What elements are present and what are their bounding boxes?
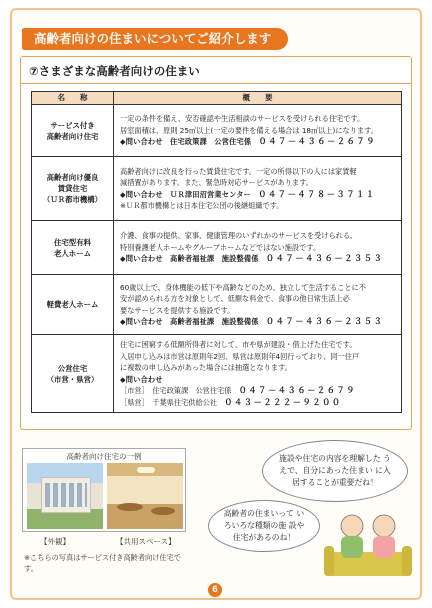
contact-label: ◆問い合わせ 住宅政策課 公営住宅係 [120,137,252,147]
sub-contact-label: ［市営］ 住宅政策課 公営住宅係 [120,386,232,395]
contact-label: ◆問い合わせ 高齢者福祉課 施設整備係 [120,317,259,326]
table-row [32,157,402,221]
row-description: 60歳以上で、身体機能の低下や高齢などのため、独立して生活することに不 安が認められる方を対象として、低額な料金で、食事の他日常生活上必 要なサービスを提供する施設です。 ◆問い合わせ 高齢者福祉課 施設整備係 ０４７－４３６－２３５３ [114,275,402,335]
row-footnote: ※ＵＲ都市機構とは日本住宅公団の後継組織です。 [120,201,284,210]
row-name: サービス付き 高齢者向け住宅 [32,105,114,157]
table-row [32,105,402,157]
table-header-row [32,92,402,105]
exterior-label: 【外観】 [40,537,70,546]
page-number: 6 [208,583,222,597]
row-name: 公営住宅 （市営・県営） [32,335,114,413]
row-name: 住宅型有料 老人ホーム [32,221,114,275]
contact-label: ◆問い合わせ ＵＲ津田沼営業センター [120,189,252,199]
table-row [32,221,402,275]
table-row [32,335,402,413]
row-name: 軽費老人ホーム [32,275,114,335]
exterior-photo [27,463,103,529]
sub-contact-label: ［県営］ 千葉県住宅供給公社 [120,397,218,407]
contact-label: ◆問い合わせ [120,374,163,384]
section-divider [21,83,411,84]
page-title: 高齢者向けの住まいについてご紹介します [22,28,288,50]
row-name: 高齢者向け優良 賃貸住宅 （ＵＲ都市機構） [32,157,114,221]
speech-bubble-right: 施設や住宅の内容を理解した うえで、自分にあった住まい に入居することが重要だね！ [262,440,408,502]
photo-caption: 高齢者向け住宅の一例 [66,452,142,461]
table-row [32,275,402,335]
elderly-couple-illustration [322,506,414,578]
housing-section [20,56,412,430]
contact-label: ◆問い合わせ 高齢者福祉課 施設整備係 [120,254,259,264]
row-description: 住宅に困窮する低額所得者に対して、市や県が建設・借上げた住宅です。 入居申し込みは市営は原則年2回、県営は原則年4回行っており、同一住戸 に複数の申し込みがあった場合には抽選となります。 ◆問い合わせ ［市営］ 住宅政策課 公営住宅係 ０４７－４３６－２６７９ ［県営］ 千葉県住宅供給公社 ０４３－２２２－９２００ [114,335,402,413]
housing-table [31,91,402,413]
row-description: 介護、食事の提供、家事、健康管理のいずれかのサービスを受けられる、 特別養護老人ホームやグループホームなどではない施設です。 ◆問い合わせ 高齢者福祉課 施設整備係 ０４７－４３６－２３５３ [114,221,402,275]
phone-number: ０４７－４３６－２６７９ [258,136,376,147]
phone-number: ０４７－４７８－３７１１ [258,188,376,199]
common-space-photo [107,463,183,529]
phone-number: ０４７－４３６－２３５３ [265,316,384,326]
phone-number: ０４３－２２２－９２００ [224,396,342,407]
row-description: 高齢者向けに改良を行った賃貸住宅です。一定の所得以下の人には家賃軽 減措置があります。また、緊急時対応サービスがあります。 ◆問い合わせ ＵＲ津田沼営業センター ０４７－４７８－３７１１ ※ＵＲ都市機構とは日本住宅公団の後継組織です。 [114,157,402,221]
row-description: 一定の条件を備え、安否確認や生活相談のサービスを受けられる住宅です。 居室面積は、原則 25㎡以上(一定の要件を備える場合は 18㎡以上)になります。 ◆問い合わせ 住宅政策課 公営住宅係 ０４７－４３６－２６７９ [114,105,402,157]
summary-column-header: 概 要 [114,92,402,105]
phone-number: ０４７－４３６－２３５３ [265,253,384,264]
example-photos [22,448,186,532]
name-column-header: 名 称 [32,92,114,105]
phone-number: ０４７－４３６－２６７９ [238,385,357,395]
interior-label: 【共用スペース】 [116,537,176,546]
section-title: ⑦さまざまな高齢者向けの住まい [29,64,200,78]
photo-note: ※こちらの写真はサービス付き高齢者向け住宅です。 [24,553,181,573]
speech-bubble-left: 高齢者の住まいって いろいろな種類の施 設や住宅があるのね！ [208,500,320,552]
